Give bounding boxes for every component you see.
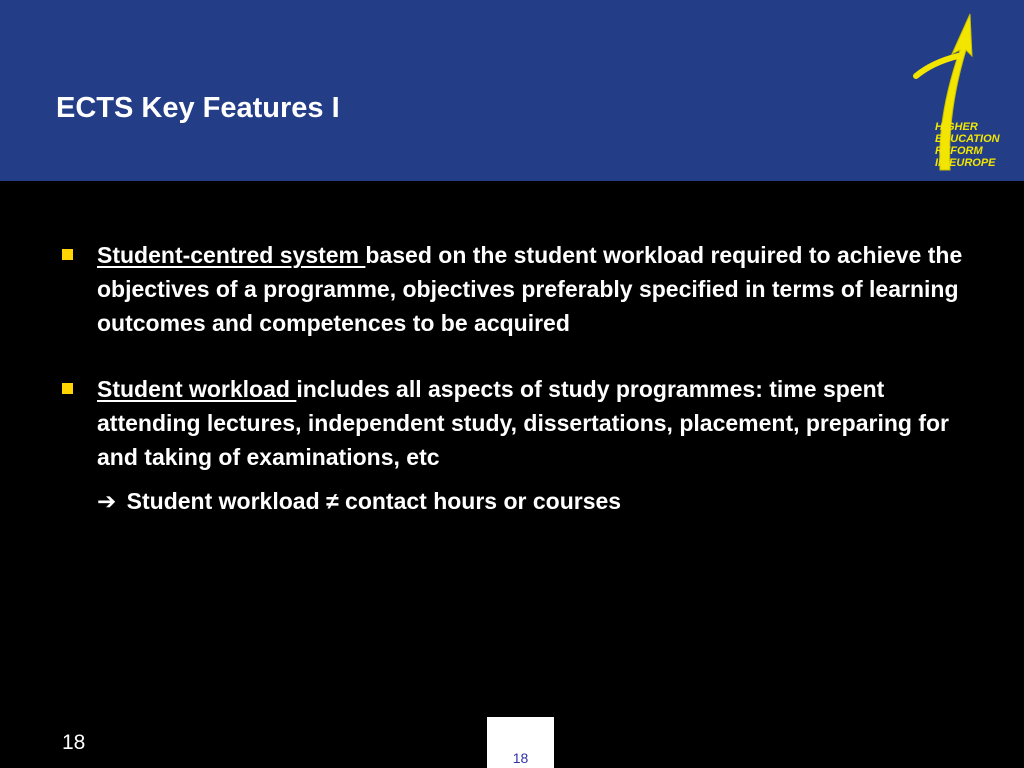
logo-line-4: IN EUROPE	[935, 157, 996, 169]
bullet-text: includes all aspects of study programmes: time spent attending lectures, independent study, dissertations, placement, preparing for and taking of examinations, etc	[97, 376, 949, 470]
sub-point-text: Student workload ≠ contact hours or courses	[126, 488, 622, 514]
bullet-term: Student-centred system	[97, 242, 366, 268]
page-box-number: 18	[512, 750, 529, 766]
logo-line-3: REFORM	[935, 145, 983, 157]
page-number-box	[487, 717, 554, 768]
sub-point	[60, 484, 990, 518]
logo-line-2: EDUCATION	[935, 133, 1000, 145]
slide-number: 18	[62, 731, 86, 754]
square-bullet-icon	[62, 249, 73, 260]
right-arrow-icon: ➔	[97, 488, 117, 514]
arrow-one-logo-icon	[902, 10, 1002, 176]
bullet-term: Student workload	[97, 376, 297, 402]
slide-content	[60, 238, 990, 518]
slide-header	[0, 0, 1024, 181]
higher-education-reform-logo	[902, 10, 1002, 176]
slide-title: ECTS Key Features I	[56, 92, 340, 124]
bullet-student-centred-system	[60, 238, 990, 340]
logo-line-1: HIGHER	[935, 121, 978, 133]
square-bullet-icon	[62, 383, 73, 394]
bullet-student-workload	[60, 372, 990, 474]
bullet-text: based on the student workload required to achieve the objectives of a programme, objectives preferably specified in terms of learning outcomes and competences to be acquired	[97, 242, 963, 336]
